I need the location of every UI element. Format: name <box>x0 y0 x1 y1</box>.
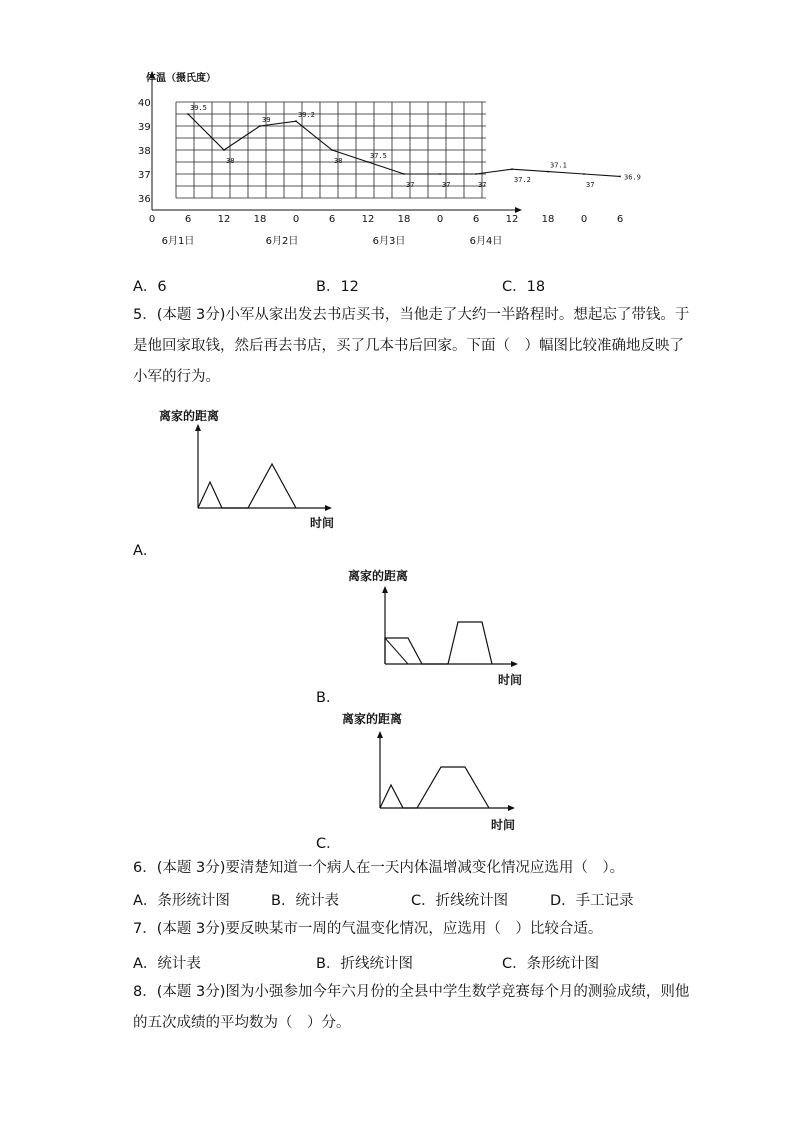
series-point <box>331 149 333 151</box>
series-point <box>511 168 513 170</box>
y-tick-label: 39 <box>138 122 151 133</box>
q6-option-a[interactable]: A．条形统计图 <box>133 893 230 909</box>
series-point <box>475 173 477 175</box>
graph-b-line <box>385 622 492 664</box>
q6-option-d[interactable]: D．手工记录 <box>550 893 634 909</box>
y-tick-label: 40 <box>138 98 151 109</box>
temperature-chart <box>0 0 794 260</box>
q7-option-c[interactable]: C．条形统计图 <box>502 956 600 972</box>
x-tick-labels <box>149 214 623 225</box>
graph-b-ylabel: 离家的距离 <box>348 569 409 583</box>
x-tick-label: 12 <box>217 214 231 225</box>
graph-a <box>150 400 350 535</box>
graph-a-line <box>198 464 296 508</box>
data-label: 39 <box>262 116 271 124</box>
x-axis-arrow <box>515 207 522 213</box>
q6-option-b[interactable]: B．统计表 <box>271 893 339 909</box>
graph-c-line <box>380 767 489 808</box>
graph-c <box>335 705 535 835</box>
graph-a-xlabel: 时间 <box>310 516 335 530</box>
data-label: 37 <box>406 181 415 189</box>
graph-a-x-arrow <box>325 505 332 511</box>
y-tick-label: 38 <box>138 146 151 157</box>
y-tick-labels <box>138 98 151 205</box>
y-tick-label: 37 <box>138 170 151 181</box>
day-label: 6月1日 <box>161 236 195 247</box>
x-tick-label: 12 <box>361 214 375 225</box>
data-label: 37 <box>586 181 595 189</box>
series-point <box>223 149 225 151</box>
data-label: 39.2 <box>298 111 315 120</box>
data-label: 37.2 <box>514 176 531 185</box>
data-label: 37.5 <box>370 152 387 160</box>
graph-a-y-arrow <box>195 424 201 431</box>
data-label: 36.9 <box>624 173 641 182</box>
chart-grid <box>176 102 486 198</box>
x-tick-label: 0 <box>148 214 156 225</box>
data-label: 37 <box>478 181 487 189</box>
x-tick-label: 18 <box>397 214 411 225</box>
graph-b <box>340 560 540 690</box>
q5-option-b[interactable]: B． <box>316 690 341 706</box>
q4-option-c[interactable]: C．18 <box>502 279 546 295</box>
y-axis-label: 体温（摄氏度） <box>146 73 216 84</box>
q7-option-a[interactable]: A．统计表 <box>133 956 201 972</box>
x-tick-label: 6 <box>616 214 624 225</box>
q5-line-1: 5．(本题 3分)小军从家出发去书店买书，当他走了大约一半路程时。想起忘了带钱。于 <box>133 307 690 323</box>
x-tick-label: 18 <box>541 214 555 225</box>
series-point <box>583 173 585 175</box>
x-tick-label: 0 <box>436 214 444 225</box>
q5-option-c[interactable]: C． <box>316 836 341 852</box>
chart-axes <box>149 71 522 213</box>
q4-option-b[interactable]: B．12 <box>316 279 359 295</box>
data-label: 38 <box>334 157 343 165</box>
graph-c-x-arrow <box>508 805 515 811</box>
y-tick-label: 36 <box>138 194 151 205</box>
q5-line-2: 是他回家取钱，然后再去书店，买了几本书后回家。下面（ ）幅图比较准确地反映了 <box>133 338 684 354</box>
series-point <box>439 173 441 175</box>
data-label: 37.1 <box>550 161 567 170</box>
q6-text: 6．(本题 3分)要清楚知道一个病人在一天内体温增减变化情况应选用（ ）。 <box>133 860 625 876</box>
data-label: 37 <box>442 181 451 189</box>
x-tick-label: 18 <box>253 214 267 225</box>
x-tick-label: 6 <box>184 214 192 225</box>
q5-line-3: 小军的行为。 <box>133 369 220 385</box>
graph-c-y-arrow <box>377 731 383 738</box>
graph-b-xlabel: 时间 <box>498 673 523 687</box>
series-point <box>619 176 621 178</box>
graph-b-y-arrow <box>382 586 388 593</box>
x-tick-label: 6 <box>472 214 480 225</box>
graph-b-x-arrow <box>511 661 518 667</box>
series-point <box>187 113 189 115</box>
graph-c-ylabel: 离家的距离 <box>342 712 403 726</box>
graph-a-ylabel: 离家的距离 <box>159 409 220 423</box>
series-point <box>547 171 549 173</box>
day-label: 6月3日 <box>372 236 406 247</box>
q5-option-a[interactable]: A． <box>133 543 158 559</box>
graph-b-diagonal <box>385 638 408 664</box>
series-point <box>295 120 297 122</box>
q8-line-2: 的五次成绩的平均数为（ ）分。 <box>133 1015 351 1031</box>
graph-c-xlabel: 时间 <box>491 818 516 832</box>
q4-option-a[interactable]: A．6 <box>133 279 167 295</box>
series-point <box>403 173 405 175</box>
q7-option-b[interactable]: B．折线统计图 <box>316 956 413 972</box>
x-tick-label: 6 <box>328 214 336 225</box>
data-labels <box>190 104 641 189</box>
x-tick-label: 0 <box>580 214 588 225</box>
q6-option-c[interactable]: C．折线统计图 <box>411 893 509 909</box>
data-label: 38 <box>226 157 235 165</box>
x-tick-label: 0 <box>292 214 300 225</box>
series-point <box>367 161 369 163</box>
x-tick-label: 12 <box>505 214 519 225</box>
q7-text: 7．(本题 3分)要反映某市一周的气温变化情况，应选用（ ）比较合适。 <box>133 921 603 937</box>
data-label: 39.5 <box>190 104 207 112</box>
q8-line-1: 8．(本题 3分)图为小强参加今年六月份的全县中学生数学竞赛每个月的测验成绩，则他 <box>133 984 690 1000</box>
day-label: 6月2日 <box>265 236 299 247</box>
day-label: 6月4日 <box>469 236 503 247</box>
series-point <box>259 125 261 127</box>
day-labels <box>162 235 503 247</box>
